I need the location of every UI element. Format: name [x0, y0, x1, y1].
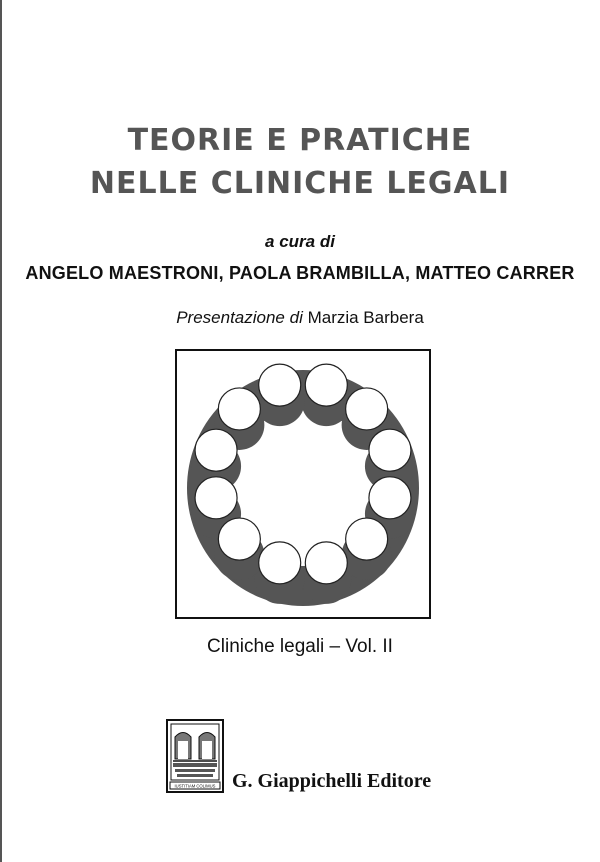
presentation-label: Presentazione di [176, 308, 303, 327]
emblem-white-circle [218, 518, 260, 560]
presentation-name: Marzia Barbera [307, 308, 424, 327]
emblem-white-circle [305, 542, 347, 584]
publisher-name: G. Giappichelli Editore [232, 770, 432, 792]
emblem-white-circle [259, 542, 301, 584]
logo-motto: IUSTITIAM COLIMUS [174, 783, 216, 789]
emblem-white-circle [305, 364, 347, 406]
series-volume: Cliniche legali – Vol. II [207, 636, 393, 657]
authors-line: ANGELO MAESTRONI, PAOLA BRAMBILLA, MATTEO CARRER [25, 263, 575, 283]
book-title-line-2: NELLE CLINICHE LEGALI [89, 166, 511, 201]
emblem-white-circle [346, 388, 388, 430]
emblem-white-circle [346, 518, 388, 560]
emblem-white-circle [195, 429, 237, 471]
emblem-white-circle [218, 388, 260, 430]
publisher-logo [166, 719, 224, 793]
cover-emblem [175, 349, 431, 619]
emblem-white-circle [195, 477, 237, 519]
edited-by-label: a cura di [265, 232, 335, 251]
presentation-line [0, 308, 600, 328]
emblem-center [249, 424, 357, 532]
emblem-white-circle [369, 429, 411, 471]
emblem-white-circle [259, 364, 301, 406]
circle-ring-emblem [177, 351, 429, 617]
book-title-line-1: TEORIE E PRATICHE [127, 123, 473, 158]
emblem-white-circle [369, 477, 411, 519]
